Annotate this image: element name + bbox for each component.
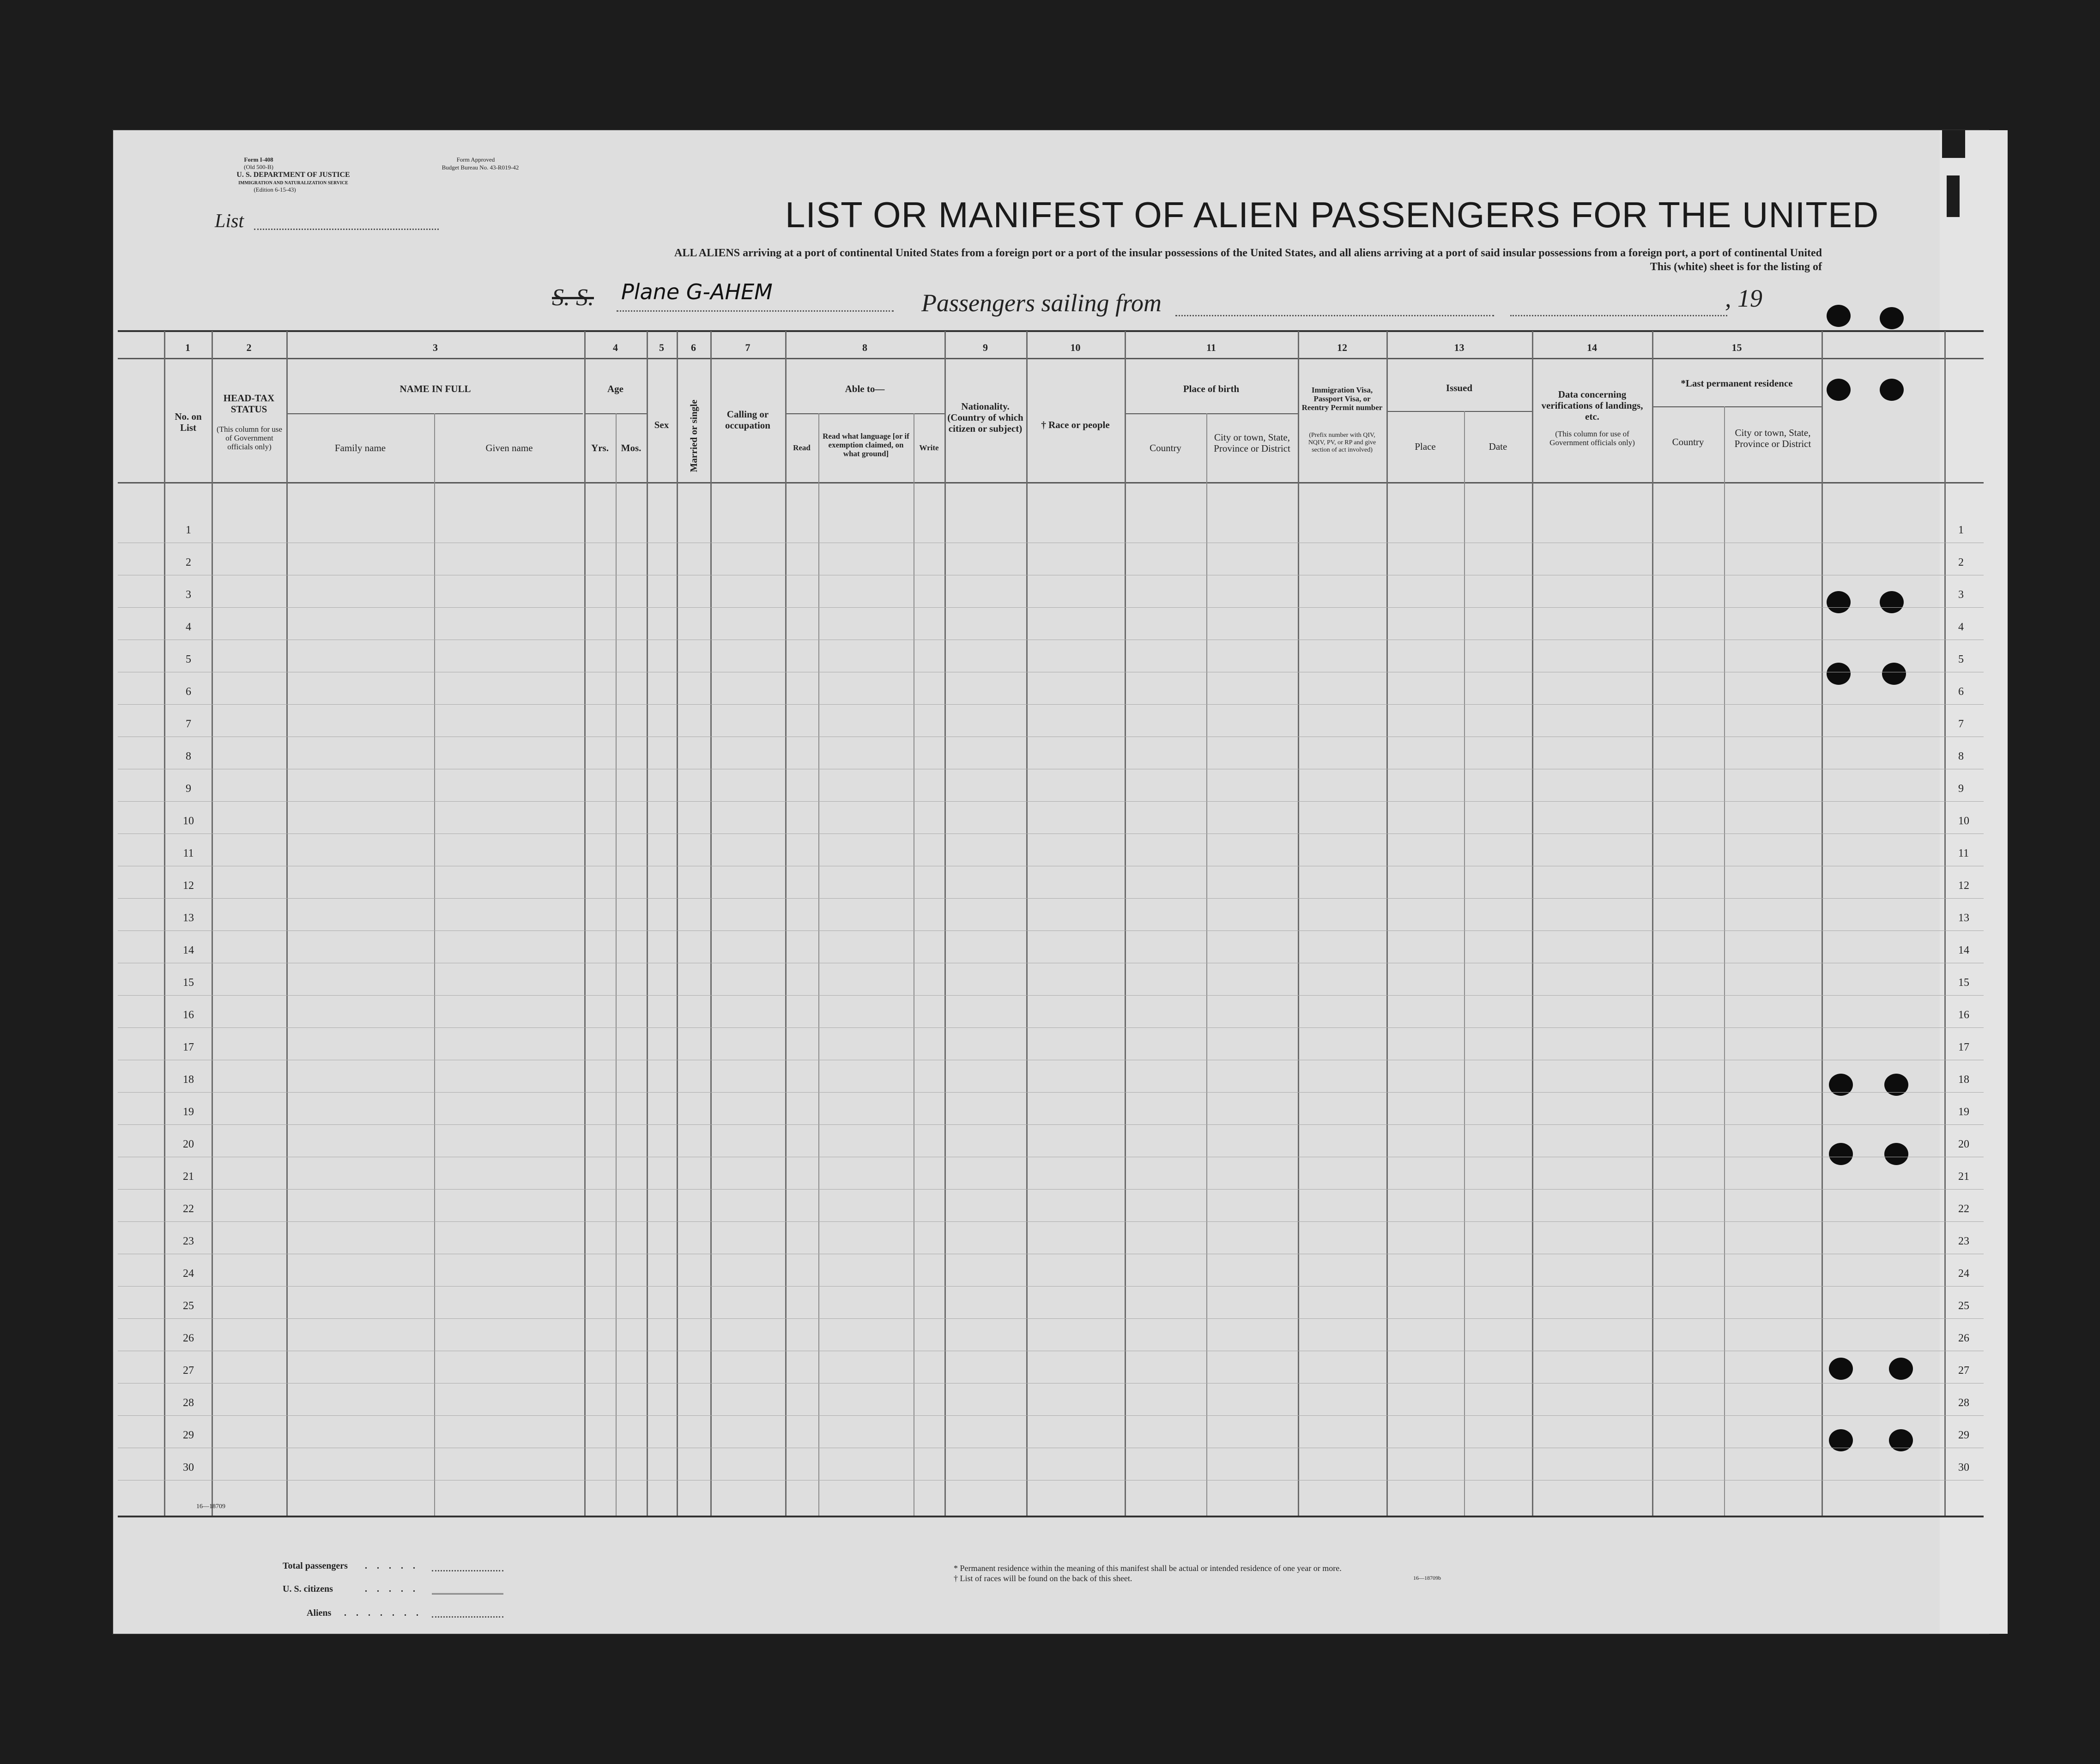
able-subrule: [785, 413, 944, 414]
table-row: [118, 898, 1984, 899]
row-number: 26: [183, 1332, 194, 1344]
row-number: 25: [183, 1300, 194, 1312]
row-number: 30: [183, 1462, 194, 1474]
vessel-name-handwritten: Plane G-AHEM: [621, 279, 773, 304]
row-number-right: 14: [1958, 944, 1969, 956]
col-line: [616, 413, 617, 1516]
torn-edge: [1942, 130, 1965, 158]
colnum-13: 13: [1454, 342, 1465, 353]
row-number-right: 18: [1958, 1074, 1969, 1086]
row-number: 15: [183, 977, 194, 989]
col-line: [647, 331, 648, 1516]
row-number-right: 2: [1958, 556, 1964, 568]
aliens-label: Aliens: [307, 1608, 332, 1618]
punch-hole: [1880, 379, 1904, 401]
colnum-10: 10: [1070, 342, 1081, 353]
table-row: [118, 607, 1984, 608]
table-row: [118, 1318, 1984, 1319]
col-line: [1532, 331, 1533, 1516]
row-number: 13: [183, 912, 194, 924]
total-passengers-label: Total passengers: [283, 1561, 348, 1571]
row-number: 16: [183, 1009, 194, 1021]
form-instruction-2: This (white) sheet is for the listing of: [1650, 261, 1822, 273]
row-number-right: 30: [1958, 1462, 1969, 1474]
colnum-7: 7: [745, 342, 750, 353]
row-number: 4: [186, 621, 191, 633]
colnum-8: 8: [862, 342, 867, 353]
list-number-field: [254, 229, 439, 230]
header-head-tax-note: (This column for use of Government officials only): [216, 425, 283, 451]
colnum-5: 5: [659, 342, 664, 353]
table-row: [118, 930, 1984, 931]
col-line: [1386, 331, 1388, 1516]
dots-2: . . . . .: [365, 1584, 419, 1594]
punch-hole: [1889, 1358, 1913, 1380]
header-sex: Sex: [654, 419, 669, 430]
table-row: [118, 704, 1984, 705]
row-number: 10: [183, 815, 194, 827]
us-citizens-label: U. S. citizens: [283, 1584, 333, 1594]
row-number-right: 10: [1958, 815, 1969, 827]
print-code-right: 16—18709b: [1413, 1575, 1441, 1581]
table-bottom-rule: [118, 1516, 1984, 1517]
header-no-on-list: No. on List: [175, 411, 202, 433]
aliens-field: [432, 1616, 503, 1618]
budget-bureau: Budget Bureau No. 43-R019-42: [442, 164, 519, 171]
header-residence-city: City or town, State, Province or District: [1734, 427, 1811, 449]
row-number: 19: [183, 1106, 194, 1118]
form-approved: Form Approved: [456, 156, 495, 163]
header-race: † Race or people: [1041, 419, 1110, 430]
row-number: 6: [186, 686, 191, 698]
header-data-note: (This column for use of Government officials only): [1549, 429, 1635, 447]
row-number: 23: [183, 1235, 194, 1247]
row-number: 3: [186, 589, 191, 601]
col-line: [1652, 331, 1653, 1516]
table-row: [118, 1286, 1984, 1287]
sailing-from-label: Passengers sailing from: [921, 289, 1162, 317]
row-number-right: 27: [1958, 1365, 1969, 1377]
vessel-line: [617, 310, 894, 312]
race-note: † List of races will be found on the back of this sheet.: [954, 1574, 1132, 1583]
header-visa-note: (Prefix number with QIV, NQIV, PV, or RP and give section of act involved): [1308, 432, 1376, 453]
row-number-right: 19: [1958, 1106, 1969, 1118]
col-line: [785, 331, 787, 1516]
sailing-from-field: [1175, 315, 1494, 316]
row-number-right: 3: [1958, 589, 1964, 601]
total-passengers-field: [432, 1570, 503, 1571]
row-number-right: 7: [1958, 718, 1964, 730]
form-instruction: ALL ALIENS arriving at a port of continental United States from a foreign port or a port of the insular possessions of the United States, and all aliens arriving at a port of said insular possessions from a foreign port, a port of continental United: [674, 247, 1822, 259]
colnum-2: 2: [246, 342, 252, 353]
row-number: 27: [183, 1365, 194, 1377]
header-given-name: Given name: [485, 442, 533, 453]
colnum-15: 15: [1731, 342, 1742, 353]
header-data-concerning: Data concerning verifications of landings, etc.: [1541, 389, 1643, 422]
form-number: Form I-408: [244, 156, 273, 163]
table-row: [118, 1092, 1984, 1093]
row-number-right: 1: [1958, 524, 1964, 536]
name-subrule: [287, 413, 583, 414]
col-line: [1724, 406, 1725, 1516]
header-calling: Calling or occupation: [725, 409, 770, 431]
date-field: [1510, 315, 1727, 316]
row-number: 9: [186, 783, 191, 795]
header-read-language: Read what language [or if exemption claimed, on what ground]: [823, 432, 909, 458]
table-row: [118, 1221, 1984, 1222]
permanent-residence-note: * Permanent residence within the meaning of this manifest shall be actual or intended residence of one year or more.: [954, 1564, 1342, 1573]
manifest-sheet: [113, 130, 1988, 1634]
punch-hole: [1827, 591, 1851, 613]
header-visa: Immigration Visa, Passport Visa, or Reentry Permit number: [1301, 386, 1383, 412]
col-line: [584, 331, 586, 1516]
residence-subrule: [1652, 406, 1822, 407]
edition: (Edition 6-15-43): [254, 186, 296, 193]
row-number-right: 29: [1958, 1429, 1969, 1441]
table-row: [118, 1027, 1984, 1028]
form-old-number: (Old 500-B): [244, 163, 273, 170]
row-number: 28: [183, 1397, 194, 1409]
row-number-right: 20: [1958, 1138, 1969, 1150]
row-number-right: 23: [1958, 1235, 1969, 1247]
header-bottom-rule: [118, 482, 1984, 483]
col-line: [1464, 411, 1465, 1516]
row-number-right: 5: [1958, 653, 1964, 665]
row-number-right: 28: [1958, 1397, 1969, 1409]
col-line: [1206, 413, 1207, 1516]
col-line: [944, 331, 946, 1516]
header-read: Read: [793, 443, 811, 452]
dots-1: . . . . .: [365, 1561, 419, 1571]
us-citizens-field: [432, 1593, 503, 1595]
row-number-right: 24: [1958, 1268, 1969, 1280]
col-line: [434, 413, 435, 1516]
header-mos: Mos.: [621, 442, 641, 453]
list-label: List: [215, 211, 244, 232]
header-last-residence: *Last permanent residence: [1681, 378, 1793, 389]
col-line: [1125, 331, 1126, 1516]
header-yrs: Yrs.: [591, 442, 609, 453]
row-number-right: 12: [1958, 880, 1969, 892]
dots-3: . . . . . . .: [344, 1608, 422, 1618]
colnum-4: 4: [613, 342, 618, 353]
table-top-rule: [118, 330, 1984, 332]
punch-hole: [1884, 1143, 1908, 1165]
print-code-left: 16—18709: [196, 1503, 225, 1510]
row-number-right: 4: [1958, 621, 1964, 633]
table-row: [118, 1415, 1984, 1416]
header-birth-city: City or town, State, Province or District: [1214, 432, 1290, 454]
torn-edge: [1947, 175, 1960, 217]
header-birth-country: Country: [1150, 442, 1181, 453]
colnum-3: 3: [433, 342, 438, 353]
row-number: 8: [186, 750, 191, 762]
row-number-right: 15: [1958, 977, 1969, 989]
col-line: [818, 413, 819, 1516]
row-number-right: 17: [1958, 1041, 1969, 1053]
col-line: [212, 331, 213, 1516]
form-title: LIST OR MANIFEST OF ALIEN PASSENGERS FOR THE UNITED: [785, 194, 1879, 235]
punch-hole: [1829, 1358, 1853, 1380]
colnum-1: 1: [185, 342, 190, 353]
row-number: 18: [183, 1074, 194, 1086]
punch-hole: [1827, 663, 1851, 685]
punch-hole: [1827, 379, 1851, 401]
table-row: [118, 1124, 1984, 1125]
colnum-12: 12: [1337, 342, 1347, 353]
col-line: [1822, 331, 1823, 1516]
row-number-right: 9: [1958, 783, 1964, 795]
table-row: [118, 801, 1984, 802]
punch-hole: [1880, 307, 1904, 329]
header-head-tax: HEAD-TAX STATUS: [223, 393, 275, 415]
row-number-right: 13: [1958, 912, 1969, 924]
col-line: [1298, 331, 1299, 1516]
colnum-11: 11: [1206, 342, 1216, 353]
header-able-to: Able to—: [845, 383, 885, 394]
birth-subrule: [1125, 413, 1298, 414]
punch-hole: [1880, 591, 1904, 613]
header-nationality: Nationality. (Country of which citizen or subject): [947, 401, 1023, 434]
header-family-name: Family name: [334, 442, 386, 453]
year-label: , 19: [1725, 284, 1762, 312]
service: IMMIGRATION AND NATURALIZATION SERVICE: [238, 181, 348, 186]
punch-hole: [1829, 1143, 1853, 1165]
colnum-14: 14: [1587, 342, 1597, 353]
row-number: 24: [183, 1268, 194, 1280]
header-residence-country: Country: [1672, 436, 1704, 447]
col-line: [677, 331, 678, 1516]
vessel-prefix: S. S.: [552, 284, 594, 311]
col-line: [1944, 331, 1946, 1516]
row-number-right: 8: [1958, 750, 1964, 762]
row-number-right: 22: [1958, 1203, 1969, 1215]
header-married: Married or single: [688, 399, 699, 472]
punch-hole: [1827, 305, 1851, 327]
row-number: 12: [183, 880, 194, 892]
row-number: 17: [183, 1041, 194, 1053]
colnum-6: 6: [691, 342, 696, 353]
row-number: 2: [186, 556, 191, 568]
header-place-of-birth: Place of birth: [1183, 383, 1240, 394]
row-number: 11: [183, 847, 194, 859]
row-number: 1: [186, 524, 191, 536]
row-number: 14: [183, 944, 194, 956]
header-write: Write: [919, 443, 939, 452]
column-number-rule: [118, 358, 1984, 359]
header-age: Age: [607, 383, 623, 394]
header-name-in-full: NAME IN FULL: [399, 383, 471, 394]
row-number: 20: [183, 1138, 194, 1150]
row-number-right: 25: [1958, 1300, 1969, 1312]
row-number-right: 6: [1958, 686, 1964, 698]
issued-subrule: [1386, 411, 1532, 412]
row-number: 7: [186, 718, 191, 730]
department: U. S. DEPARTMENT OF JUSTICE: [236, 171, 350, 179]
colnum-9: 9: [983, 342, 988, 353]
header-issued-place: Place: [1415, 441, 1436, 452]
punch-hole: [1882, 663, 1906, 685]
row-number: 21: [183, 1171, 194, 1183]
row-number: 5: [186, 653, 191, 665]
table-row: [118, 1189, 1984, 1190]
header-issued: Issued: [1446, 382, 1473, 393]
row-number-right: 21: [1958, 1171, 1969, 1183]
row-number-right: 11: [1958, 847, 1969, 859]
table-row: [118, 995, 1984, 996]
row-number-right: 16: [1958, 1009, 1969, 1021]
col-line: [164, 331, 165, 1516]
row-number: 22: [183, 1203, 194, 1215]
col-line: [286, 331, 288, 1516]
col-line: [1026, 331, 1028, 1516]
header-issued-date: Date: [1489, 441, 1507, 452]
col-line: [710, 331, 712, 1516]
row-number-right: 26: [1958, 1332, 1969, 1344]
row-number: 29: [183, 1429, 194, 1441]
